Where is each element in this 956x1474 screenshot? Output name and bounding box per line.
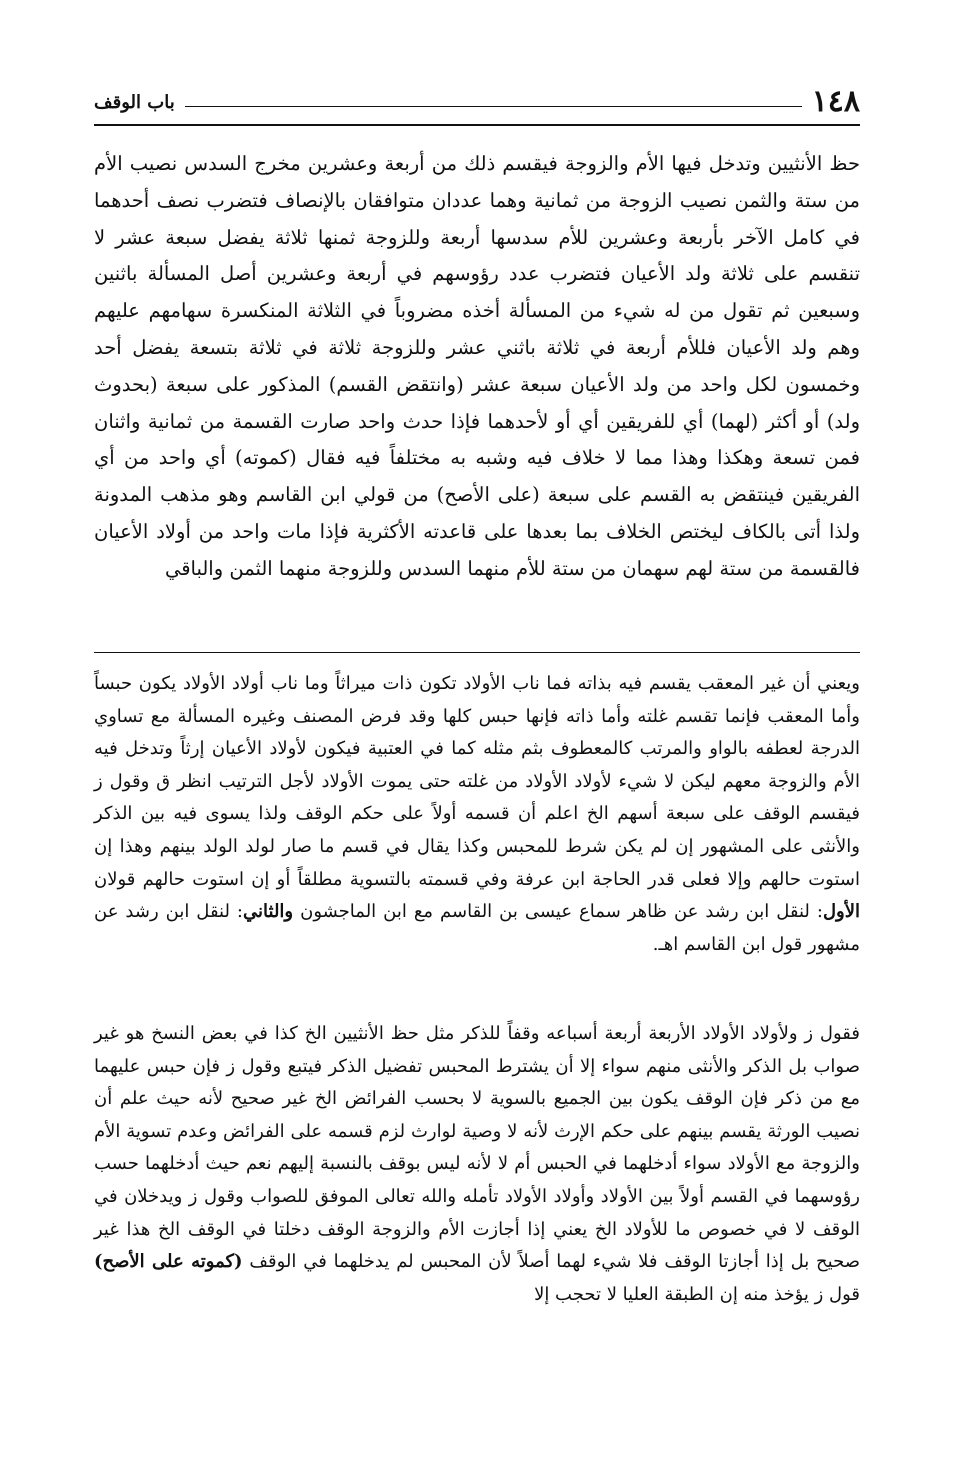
footnote-1	[94, 668, 900, 961]
footnote-1-text-2: : لنقل ابن رشد عن ظاهر سماع عيسى بن القاسم مع ابن الماجشون	[300, 901, 823, 923]
page-number: ١٤٨	[811, 84, 860, 119]
header-line	[185, 106, 802, 107]
footnote-2	[94, 1018, 900, 1311]
main-text: حظ الأنثيين وتدخل فيها الأم والزوجة فيقسم ذلك من أربعة وعشرين مخرج السدس نصيب الأم من ستة والثمن نصيب الزوجة من ثمانية وهما عددان متوافقان بالإنصاف فتضرب نصف أحدهما في كامل الآخر بأربعة وعشرين للأم سدسها أربعة وللزوجة ثمنها ثلاثة يفضل سبعة عشر لا تنقسم على ثلاثة ولد الأعيان فتضرب عدد رؤوسهم في أربعة وعشرين أصل المسألة باثنين وسبعين ثم تقول من له شيء من المسألة أخذه مضروباً في الثلاثة المنكسرة سهامهم عليهم وهم ولد الأعيان فللأم أربعة في ثلاثة باثني عشر وللزوجة ثلاثة في ثلاثة بتسعة يفضل أحد وخمسون لكل واحد من ولد الأعيان سبعة عشر (وانتقض القسم) المذكور على سبعة (بحدوث ولد) أو أكثر (لهما) أي للفريقين أي أو لأحدهما فإذا حدث واحد صارت القسمة من ثمانية واثنان فمن تسعة وهكذا وهذا مما لا خلاف فيه وشبه به مختلفاً فيه فقال (كموته) أي واحد من أي الفريقين فينتقض به القسم على سبعة (على الأصح) من قولي ابن القاسم وهو مذهب المدونة ولذا أتى بالكاف ليختص الخلاف بما بعدها على قاعدته الأكثرية فإذا مات واحد من أولاد الأعيان فالقسمة من ستة لهم سهمان من ستة للأم منهما السدس وللزوجة منهما الثمن والباقي	[94, 152, 860, 580]
footnote-2-text-2: قول ز يؤخذ منه إن الطبقة العليا لا تحجب إلا	[534, 1283, 860, 1305]
footnote-1-label-first: الأول	[822, 901, 861, 923]
footnote-1-text: ويعني أن غير المعقب يقسم فيه بذاته فما ناب الأولاد تكون ذات ميراثاً وما ناب أولاد الأولاد يكون حبساً وأما المعقب فإنما تقسم غلته وأما ذاته فإنها حبس كلها وقد فرض المصنف وغيره المسألة مع تساوي الدرجة لعطفه بالواو والمرتب كالمعطوف بثم مثله كما في العتبية فيكون لأولاد الأعيان إرثاً وتدخل فيه الأم والزوجة معهم ليكن لا شيء لأولاد الأولاد من غلته حتى يموت الأولاد لأجل الترتيب انظر ق وقول ز فيقسم الوقف على سبعة أسهم الخ اعلم أن قسمه أولاً على حكم الوقف ولذا يسوى فيه بين الذكر والأنثى على المشهور إن لم يكن شرط للمحبس وكذا يقال في قسم ما صار لولد الولد بينهم وهذا إن استوت حالهم وإلا فعلى قدر الحاجة ابن عرفة وفي قسمته بالتسوية مطلقاً أو إن استوت حالهم قولان	[94, 673, 860, 890]
running-title: باب الوقف	[94, 91, 175, 113]
footnote-1-label-second: والثاني	[243, 901, 294, 923]
footnote-1-text-3: : لنقل ابن رشد عن مشهور قول ابن القاسم اهـ.	[94, 901, 860, 955]
page-header	[94, 82, 860, 122]
footnote-separator	[94, 652, 860, 653]
footnote-2-text: فقول ز ولأولاد الأولاد الأربعة أربعة أسباعه وقفاً للذكر مثل حظ الأنثيين الخ كذا في بعض النسخ هو غير صواب بل الذكر والأنثى منهم سواء إلا أن يشترط المحبس تفضيل الذكر فيتبع وقول ز فإن حبس عليهما مع من ذكر فإن الوقف يكون بين الجميع بالسوية لا بحسب الفرائض الخ غير صحيح لأنه حيث علم أن نصيب الورثة يقسم بينهم على حكم الإرث لأنه لا وصية لوارث لزم قسمه على الفرائض وعدم تسوية الأم والزوجة مع الأولاد سواء أدخلهما في الحبس أم لا لأنه ليس بوقف بالنسبة إليهم نعم حيث أدخلهما حسب رؤوسهما في القسم أولاً بين الأولاد وأولاد الأولاد تأمله والله تعالى الموفق للصواب وقول ز ويدخلان في الوقف لا في خصوص ما للأولاد الخ يعني إذا أجازت الأم والزوجة الوقف دخلتا في الوقف الخ هذا غير صحيح بل إذا أجازتا الوقف فلا شيء لهما أصلاً لأن المحبس لم يدخلهما في الوقف	[94, 1023, 861, 1273]
footnote-2-quote: (كموته على الأصح)	[94, 1251, 243, 1273]
header-rule	[94, 124, 860, 126]
